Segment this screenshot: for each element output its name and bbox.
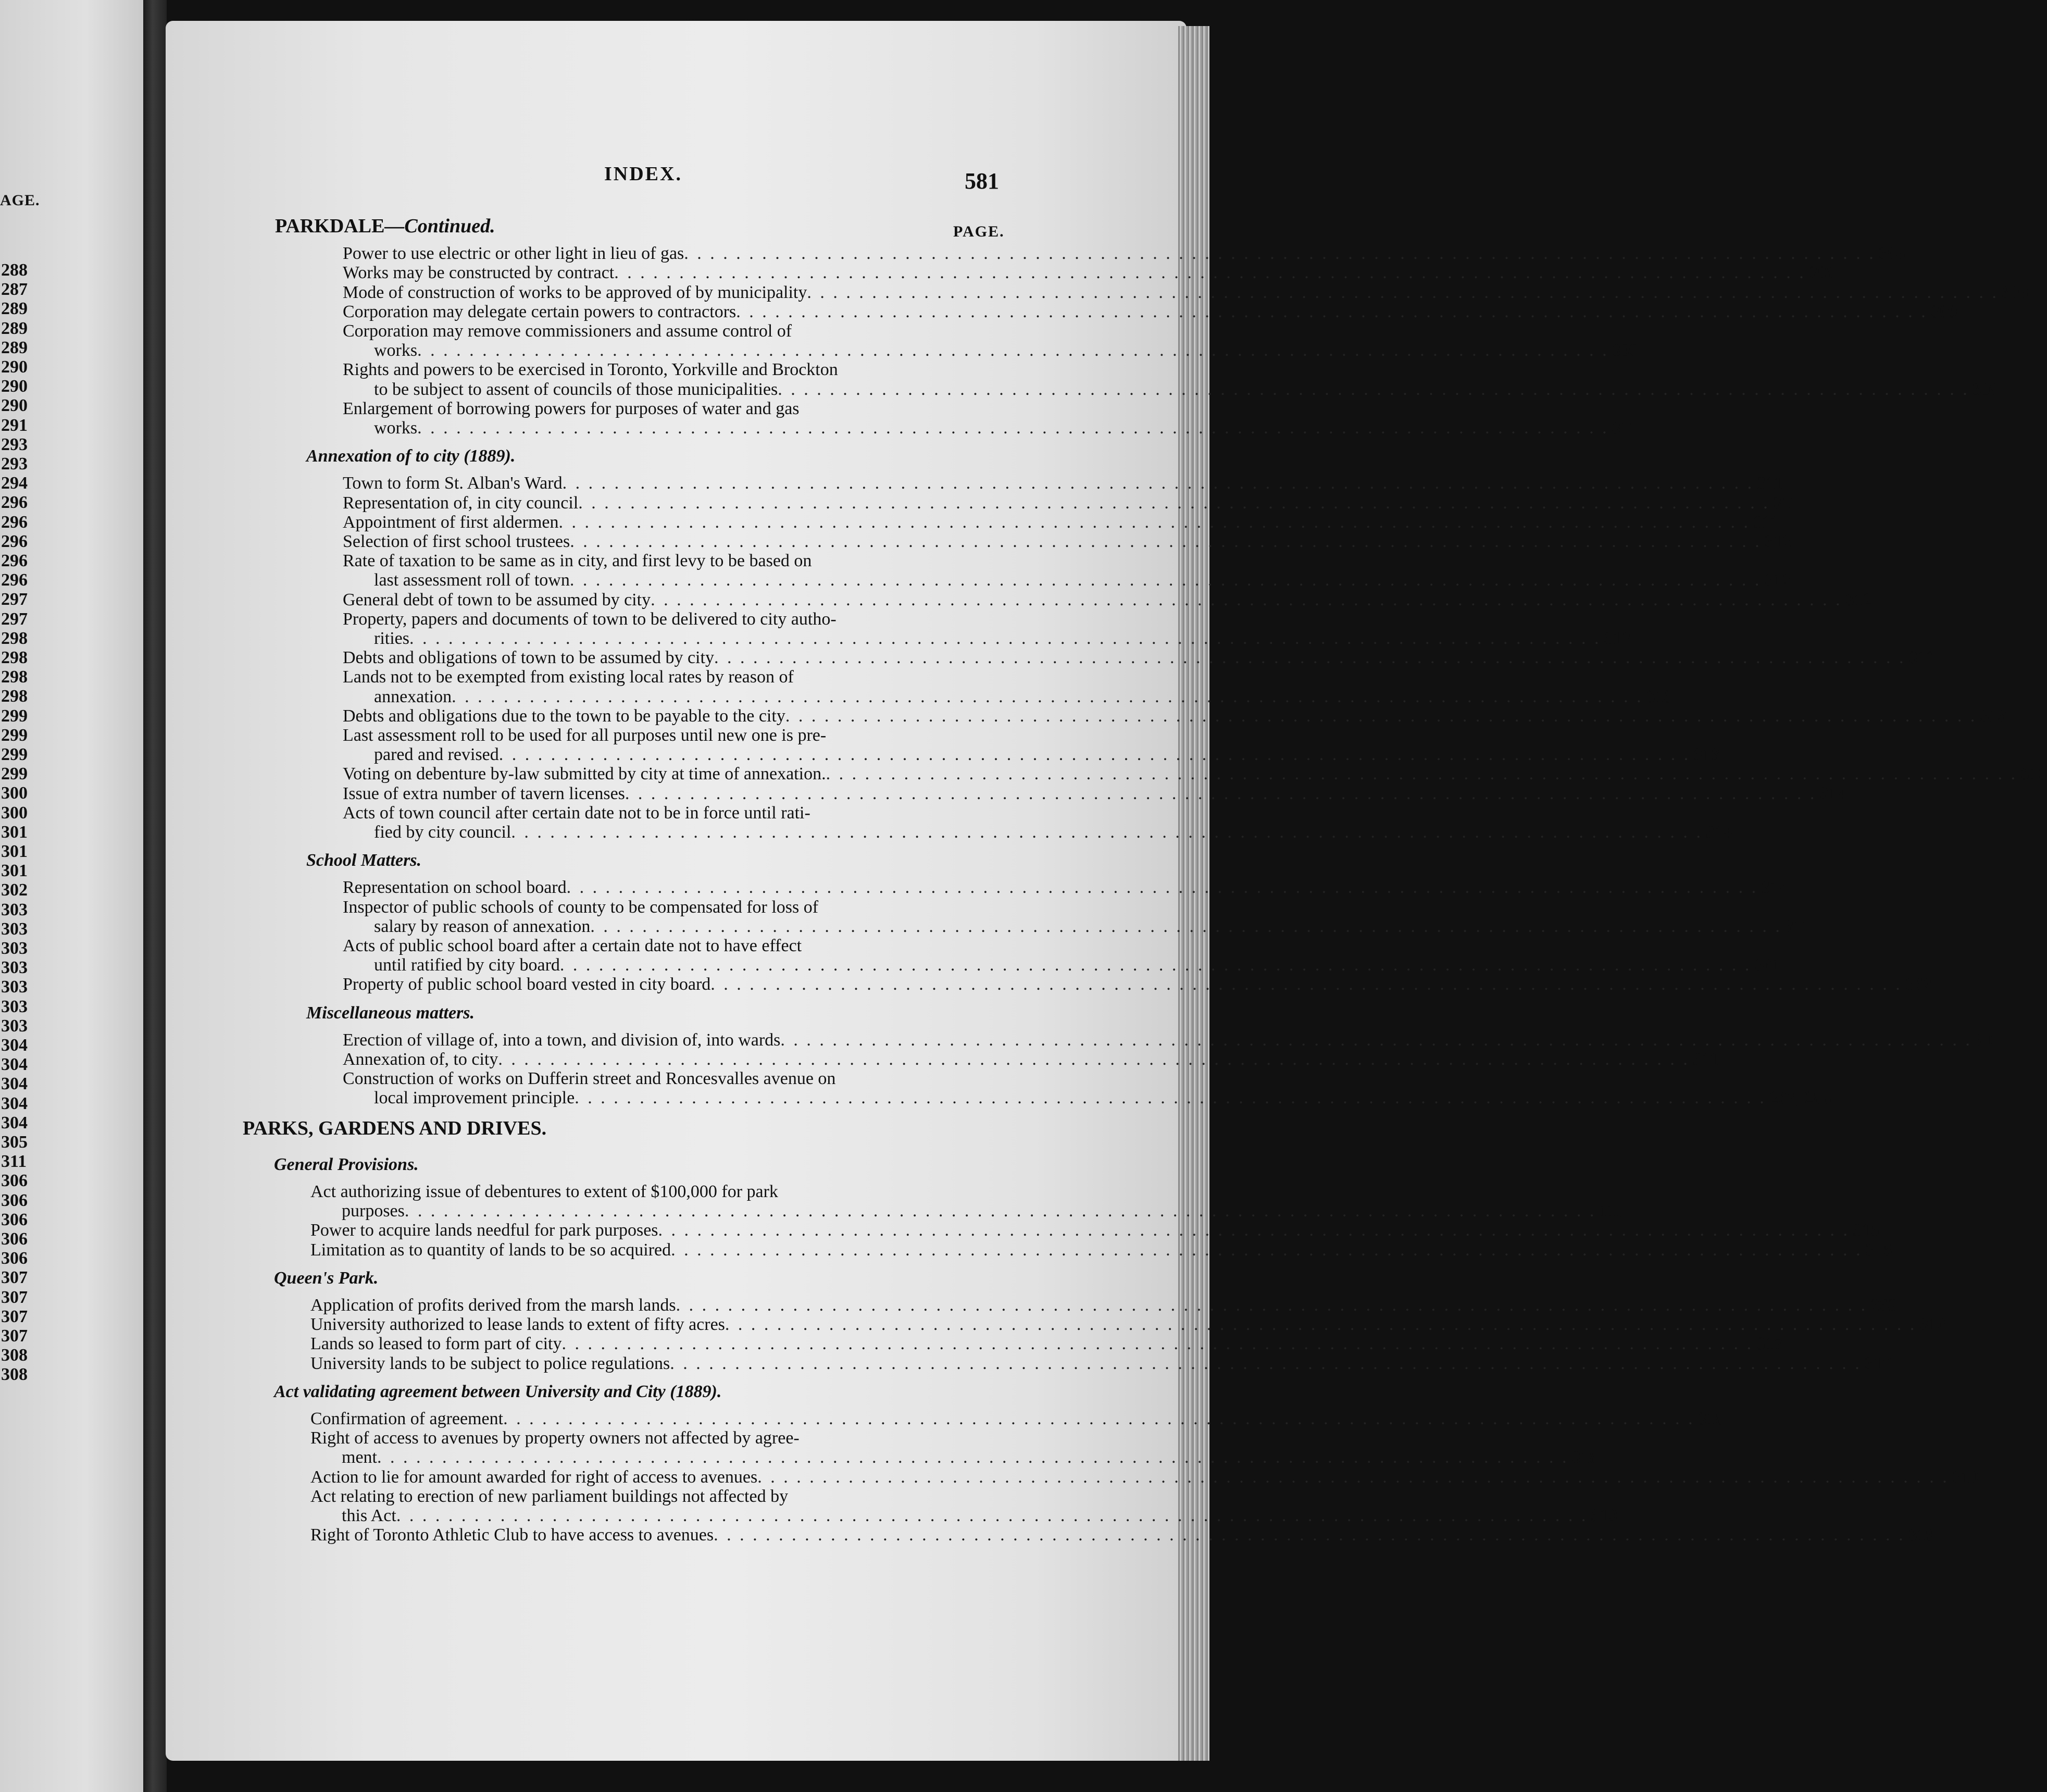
section-heading xyxy=(243,1117,546,1140)
index-entry-continuation xyxy=(374,1088,1831,1109)
entry-page: 308 xyxy=(2001,282,2028,302)
facing-page-number: 294 xyxy=(1,474,28,493)
entry-page: 318 xyxy=(1571,1448,1599,1467)
entry-text: Annexation of, to city xyxy=(343,1050,498,1069)
index-entry xyxy=(310,1525,1935,1546)
index-entry xyxy=(343,531,1791,552)
dot-leader: . . . . . . . . . . . . . . . . . . . . . . . . . . . . . . . . . . . . . . . . . . . . . . . . . . . . . . . . . . . . . . . . . . . . . . . . . . . . . . . . . . . . . . . . . . . . xyxy=(452,687,1643,706)
entry-page: 312 xyxy=(1604,629,1631,648)
facing-page-number: 290 xyxy=(1,357,28,377)
index-entry-continuation xyxy=(374,628,1631,649)
page-number: 581 xyxy=(965,168,999,194)
entry-text: Voting on debenture by-law submitted by city at time of annexation. xyxy=(343,764,826,784)
index-entry-continuation xyxy=(342,1447,1599,1468)
entry-page: 317 xyxy=(1864,1353,1891,1373)
entry-page: 309 xyxy=(1930,302,1957,321)
group-title: Act validating agreement between University and City (1889). xyxy=(274,1382,722,1401)
dot-leader: . . . . . . . . . . . . . . . . . . . . . . . . . . . . . . . . . . . . . . . . . . . . . . . . . . . . . . . . . . . . . . . . . . . . . . . . . . . . . . . . . . . . . . . . . . . . xyxy=(558,512,1751,532)
running-head: INDEX. xyxy=(604,163,682,185)
facing-page-number: 304 xyxy=(1,1113,28,1133)
index-entry xyxy=(343,803,979,824)
entry-text: Issue of extra number of tavern licenses xyxy=(343,783,625,803)
entry-page: 309 xyxy=(1612,341,1639,360)
facing-page-number: 303 xyxy=(1,958,28,978)
index-entry xyxy=(343,1049,1719,1070)
entry-page: 315 xyxy=(1853,1221,1880,1240)
entry-page: 312 xyxy=(1764,570,1791,590)
dot-leader: . . . . . . . . . . . . . . . . . . . . . . . . . . . . . . . . . . . . . . . . . . . . . . . . . . . . . . . . . . . . . . . . . . . . . . . . . . . . . . . . . . . . . . . . . . . . xyxy=(785,706,1977,726)
index-entry xyxy=(343,936,979,956)
facing-page-number: 299 xyxy=(1,706,28,726)
page-column-label: PAGE. xyxy=(953,223,1005,240)
entry-page: 311 xyxy=(1612,418,1638,438)
index-entry xyxy=(343,706,2007,727)
dot-leader: . . . . . . . . . . . . . . . . . . . . . . . . . . . . . . . . . . . . . . . . . . . . . . . . . . . . . . . . . . . . . . . . . . . . . . . . . . . . . . . . . . . . . . . . . . . . xyxy=(511,823,1703,842)
entry-text: Inspector of public schools of county to be compensated for loss of xyxy=(343,897,819,917)
entry-page: 311 xyxy=(1773,493,1799,513)
entry-page: 308 xyxy=(1878,244,1905,264)
entry-page: 311 xyxy=(1753,512,1779,532)
index-entry xyxy=(310,1428,979,1449)
dot-leader: . . . . . . . . . . . . . . . . . . . . . . . . . . . . . . . . . . . . . . . . . . . . . . . . . . . . . . . . . . . . . . . . . . . . . . . . . . . . . . . . . . . . . . . . . . . . xyxy=(826,764,2018,784)
entry-continuation-text: this Act xyxy=(342,1506,396,1525)
index-entry-continuation xyxy=(374,570,1791,591)
facing-page-number: 289 xyxy=(1,338,28,357)
index-entry xyxy=(343,764,2047,785)
index-entry xyxy=(343,359,979,380)
entry-page: 314 xyxy=(1819,783,1846,803)
facing-page-number: 304 xyxy=(1,1074,28,1094)
entry-text: Rate of taxation to be same as in city, and first levy to be based on xyxy=(343,551,812,571)
facing-page-number: 304 xyxy=(1,1093,28,1113)
facing-page-number: 304 xyxy=(1,1036,28,1055)
facing-page-number: 298 xyxy=(1,687,28,706)
dot-leader: . . . . . . . . . . . . . . . . . . . . . . . . . . . . . . . . . . . . . . . . . . . . . . . . . . . . . . . . . . . . . . . . . . . . . . . . . . . . . . . . . . . . . . . . . . . . xyxy=(377,1448,1569,1467)
dot-leader: . . . . . . . . . . . . . . . . . . . . . . . . . . . . . . . . . . . . . . . . . . . . . . . . . . . . . . . . . . . . . . . . . . . . . . . . . . . . . . . . . . . . . . . . . . . . xyxy=(590,916,1782,936)
entry-continuation-text: works xyxy=(374,418,418,438)
facing-page-number: 297 xyxy=(1,590,28,609)
entry-page: 362 xyxy=(1905,975,1932,994)
index-entry xyxy=(343,321,979,342)
entry-page: 361 xyxy=(1754,955,1781,975)
facing-page-number: 288 xyxy=(1,260,28,280)
dot-leader: . . . . . . . . . . . . . . . . . . . . . . . . . . . . . . . . . . . . . . . . . . . . . . . . . . . . . . . . . . . . . . . . . . . . . . . . . . . . . . . . . . . . . . . . . . . . xyxy=(778,379,1969,399)
facing-page-number: 306 xyxy=(1,1249,28,1268)
group-title: Miscellaneous matters. xyxy=(306,1003,475,1023)
entry-text: University lands to be subject to police regulations xyxy=(310,1353,670,1373)
entry-text: Appointment of first aldermen xyxy=(343,512,559,532)
dot-leader: . . . . . . . . . . . . . . . . . . . . . . . . . . . . . . . . . . . . . . . . . . . . . . . . . . . . . . . . . . . . . . . . . . . . . . . . . . . . . . . . . . . . . . . . . . . . xyxy=(561,1334,1753,1354)
entry-page: 311 xyxy=(1784,916,1811,936)
facing-page-number: 298 xyxy=(1,667,28,687)
index-entry xyxy=(343,551,979,571)
dot-leader: . . . . . . . . . . . . . . . . . . . . . . . . . . . . . . . . . . . . . . . . . . . . . . . . . . . . . . . . . . . . . . . . . . . . . . . . . . . . . . . . . . . . . . . . . . . . xyxy=(714,648,1906,668)
entry-text: Town to form St. Alban's Ward xyxy=(343,474,563,493)
entry-page: 312 xyxy=(1845,590,1872,609)
entry-text: Limitation as to quantity of lands to be so acquired xyxy=(310,1240,671,1260)
entry-continuation-text: annexation xyxy=(374,687,452,706)
facing-page-number: 301 xyxy=(1,861,28,881)
entry-continuation-text: pared and revised xyxy=(374,745,499,765)
index-entry xyxy=(310,1314,1946,1335)
facing-page-number: 306 xyxy=(1,1229,28,1249)
index-entry-continuation xyxy=(374,418,1638,439)
facing-page-number: 296 xyxy=(1,531,28,551)
dot-leader: . . . . . . . . . . . . . . . . . . . . . . . . . . . . . . . . . . . . . . . . . . . . . . . . . . . . . . . . . . . . . . . . . . . . . . . . . . . . . . . . . . . . . . . . . . . . xyxy=(658,1221,1850,1240)
facing-page-number: 300 xyxy=(1,803,28,823)
dot-leader: . . . . . . . . . . . . . . . . . . . . . . . . . . . . . . . . . . . . . . . . . . . . . . . . . . . . . . . . . . . . . . . . . . . . . . . . . . . . . . . . . . . . . . . . . . . . xyxy=(725,1315,1917,1335)
index-entry-continuation xyxy=(342,1201,1625,1222)
group-title: Queen's Park. xyxy=(274,1268,379,1288)
entry-text: Act relating to erection of new parliament buildings not affected by xyxy=(310,1486,789,1506)
index-entry xyxy=(343,667,979,688)
index-entry-continuation xyxy=(374,822,1732,843)
entry-text: Representation of, in city council xyxy=(343,493,579,513)
index-entry xyxy=(343,493,1799,514)
facing-page-number: 299 xyxy=(1,725,28,745)
entry-text: Debts and obligations due to the town to be payable to the city xyxy=(343,706,785,726)
entry-text: Acts of public school board after a certain date not to have effect xyxy=(343,936,802,955)
index-entry-continuation xyxy=(374,916,1811,937)
facing-page-number: 298 xyxy=(1,648,28,667)
entry-text: Acts of town council after certain date not to be in force until rati- xyxy=(343,803,810,823)
entry-text: Selection of first school trustees xyxy=(343,532,570,551)
facing-page-header: AGE. xyxy=(0,192,40,209)
dot-leader: . . . . . . . . . . . . . . . . . . . . . . . . . . . . . . . . . . . . . . . . . . . . . . . . . . . . . . . . . . . . . . . . . . . . . . . . . . . . . . . . . . . . . . . . . . . . xyxy=(676,1296,1868,1315)
entry-text: Enlargement of borrowing powers for purposes of water and gas xyxy=(343,399,800,418)
section-heading-text: PARKS, GARDENS AND DRIVES. xyxy=(243,1117,547,1139)
dot-leader: . . . . . . . . . . . . . . . . . . . . . . . . . . . . . . . . . . . . . . . . . . . . . . . . . . . . . . . . . . . . . . . . . . . . . . . . . . . . . . . . . . . . . . . . . . . . xyxy=(757,1467,1949,1487)
facing-page-number: 303 xyxy=(1,1016,28,1036)
entry-text: Representation on school board xyxy=(343,878,567,898)
facing-page-number: 299 xyxy=(1,764,28,784)
facing-page-number: 297 xyxy=(1,609,28,629)
dot-leader: . . . . . . . . . . . . . . . . . . . . . . . . . . . . . . . . . . . . . . . . . . . . . . . . . . . . . . . . . . . . . . . . . . . . . . . . . . . . . . . . . . . . . . . . . . . . xyxy=(671,1240,1863,1260)
facing-page-number: 304 xyxy=(1,1055,28,1075)
facing-page-number: 302 xyxy=(1,880,28,900)
entry-text: Lands not to be exempted from existing local rates by reason of xyxy=(343,667,794,687)
index-entry xyxy=(343,974,1932,995)
index-entry-continuation xyxy=(374,379,1999,400)
entry-text: Right of access to avenues by property owners not affected by agree- xyxy=(310,1428,800,1448)
facing-page-number: 303 xyxy=(1,939,28,958)
entry-page: 312 xyxy=(1764,532,1791,551)
index-entry-continuation xyxy=(374,744,1720,765)
entry-page: 317 xyxy=(1756,1334,1783,1354)
entry-text: Lands so leased to form part of city xyxy=(310,1334,562,1354)
index-entry xyxy=(343,783,1846,804)
dot-leader: . . . . . . . . . . . . . . . . . . . . . . . . . . . . . . . . . . . . . . . . . . . . . . . . . . . . . . . . . . . . . . . . . . . . . . . . . . . . . . . . . . . . . . . . . . . . xyxy=(736,302,1928,321)
dot-leader: . . . . . . . . . . . . . . . . . . . . . . . . . . . . . . . . . . . . . . . . . . . . . . . . . . . . . . . . . . . . . . . . . . . . . . . . . . . . . . . . . . . . . . . . . . . . xyxy=(570,532,1762,551)
facing-page-number: 306 xyxy=(1,1171,28,1191)
entry-page: 309 xyxy=(1972,379,1999,399)
facing-page-number: 301 xyxy=(1,842,28,861)
facing-page-number: 299 xyxy=(1,745,28,764)
dot-leader: . . . . . . . . . . . . . . . . . . . . . . . . . . . . . . . . . . . . . . . . . . . . . . . . . . . . . . . . . . . . . . . . . . . . . . . . . . . . . . . . . . . . . . . . . . . . xyxy=(670,1353,1862,1373)
index-entry xyxy=(343,877,1788,898)
facing-page-number: 303 xyxy=(1,900,28,919)
facing-page-number: 293 xyxy=(1,454,28,474)
entry-page: 319 xyxy=(1952,1467,1979,1487)
facing-page-number: 303 xyxy=(1,919,28,939)
entry-continuation-text: ment xyxy=(342,1448,377,1467)
entry-text: Property of public school board vested in city board xyxy=(343,975,711,994)
facing-page-number: 308 xyxy=(1,1365,28,1385)
entry-page: 311 xyxy=(1692,1050,1719,1069)
dot-leader: . . . . . . . . . . . . . . . . . . . . . . . . . . . . . . . . . . . . . . . . . . . . . . . . . . . . . . . . . . . . . . . . . . . . . . . . . . . . . . . . . . . . . . . . . . . . xyxy=(498,745,1691,765)
entry-text: Right of Toronto Athletic Club to have access to avenues xyxy=(310,1525,714,1545)
dot-leader: . . . . . . . . . . . . . . . . . . . . . . . . . . . . . . . . . . . . . . . . . . . . . . . . . . . . . . . . . . . . . . . . . . . . . . . . . . . . . . . . . . . . . . . . . . . . xyxy=(651,590,1842,609)
dot-leader: . . . . . . . . . . . . . . . . . . . . . . . . . . . . . . . . . . . . . . . . . . . . . . . . . . . . . . . . . . . . . . . . . . . . . . . . . . . . . . . . . . . . . . . . . . . . xyxy=(417,341,1609,360)
entry-text: Confirmation of agreement xyxy=(310,1409,504,1428)
facing-page-number: 287 xyxy=(1,280,28,300)
entry-page: 267, 288 xyxy=(1769,1088,1831,1108)
section-heading-text: PARKDALE xyxy=(275,215,385,237)
entry-text: Mode of construction of works to be approved of by municipality xyxy=(343,282,807,302)
dot-leader: . . . . . . . . . . . . . . . . . . . . . . . . . . . . . . . . . . . . . . . . . . . . . . . . . . . . . . . . . . . . . . . . . . . . . . . . . . . . . . . . . . . . . . . . . . . . xyxy=(625,783,1817,803)
index-entry xyxy=(343,1030,1993,1051)
entry-text: Corporation may delegate certain powers to contractors xyxy=(343,302,737,321)
index-entry xyxy=(343,590,1872,611)
entry-continuation-text: until ratified by city board xyxy=(374,955,560,975)
facing-page-number: 296 xyxy=(1,570,28,590)
index-entry-continuation xyxy=(342,1505,1618,1526)
entry-page: 316 xyxy=(1919,1315,1946,1335)
index-entry xyxy=(343,263,1836,283)
entry-continuation-text: fied by city council xyxy=(374,823,511,842)
entry-page: 30 xyxy=(1975,1030,1993,1050)
facing-page-number: 290 xyxy=(1,396,28,416)
dot-leader: . . . . . . . . . . . . . . . . . . . . . . . . . . . . . . . . . . . . . . . . . . . . . . . . . . . . . . . . . . . . . . . . . . . . . . . . . . . . . . . . . . . . . . . . . . . . xyxy=(614,263,1806,283)
entry-page: 313 xyxy=(1980,706,2007,726)
dot-leader: . . . . . . . . . . . . . . . . . . . . . . . . . . . . . . . . . . . . . . . . . . . . . . . . . . . . . . . . . . . . . . . . . . . . . . . . . . . . . . . . . . . . . . . . . . . . xyxy=(780,1030,1972,1050)
index-entry-continuation xyxy=(374,340,1639,361)
group-title: School Matters. xyxy=(306,851,422,870)
index-entry xyxy=(310,1181,979,1202)
index-entry xyxy=(343,512,1779,533)
dot-leader: . . . . . . . . . . . . . . . . . . . . . . . . . . . . . . . . . . . . . . . . . . . . . . . . . . . . . . . . . . . . . . . . . . . . . . . . . . . . . . . . . . . . . . . . . . . . xyxy=(566,878,1758,898)
entry-page: 314 xyxy=(1761,878,1788,898)
entry-continuation-text: local improvement principle xyxy=(374,1088,575,1108)
index-entry xyxy=(310,1334,1783,1354)
facing-page-number: 289 xyxy=(1,299,28,319)
facing-page-number: 303 xyxy=(1,977,28,997)
entry-continuation-text: last assessment roll of town xyxy=(374,570,570,590)
entry-text: Act authorizing issue of debentures to extent of $100,000 for park xyxy=(310,1182,778,1201)
group-title: General Provisions. xyxy=(274,1154,419,1174)
facing-page-number: 291 xyxy=(1,415,28,435)
entry-page: 263 xyxy=(1870,1296,1898,1315)
dot-leader: . . . . . . . . . . . . . . . . . . . . . . . . . . . . . . . . . . . . . . . . . . . . . . . . . . . . . . . . . . . . . . . . . . . . . . . . . . . . . . . . . . . . . . . . . . . . xyxy=(417,418,1609,438)
facing-page-number: 296 xyxy=(1,493,28,513)
facing-page-number: 301 xyxy=(1,822,28,842)
facing-page-number: 290 xyxy=(1,377,28,396)
index-entry xyxy=(343,725,979,746)
facing-page-number: 311 xyxy=(1,1152,27,1172)
entry-text: Power to use electric or other light in lieu of gas xyxy=(343,244,684,264)
index-entry xyxy=(343,473,1783,494)
entry-page: 308 xyxy=(1808,263,1836,283)
facing-page-number: 308 xyxy=(1,1346,28,1365)
entry-continuation-text: to be subject to assent of councils of those municipalities xyxy=(374,379,778,399)
entry-continuation-text: salary by reason of annexation xyxy=(374,916,591,936)
facing-page-number: 307 xyxy=(1,1306,28,1326)
entry-page: 314 xyxy=(1705,823,1732,842)
index-entry xyxy=(310,1295,1898,1316)
index-entry xyxy=(343,609,979,630)
group-title: Annexation of to city (1889). xyxy=(306,446,516,466)
entry-text: Corporation may remove commissioners and assume control of xyxy=(343,321,792,341)
book-gutter xyxy=(143,0,167,1792)
facing-page-number: 307 xyxy=(1,1287,28,1307)
entry-text: Rights and powers to be exercised in Toronto, Yorkville and Brockton xyxy=(343,360,838,380)
entry-text: Power to acquire lands needful for park purposes xyxy=(310,1221,658,1240)
facing-page-number: 303 xyxy=(1,997,28,1016)
index-entry xyxy=(343,399,979,419)
facing-page-number: 307 xyxy=(1,1326,28,1346)
index-entry xyxy=(343,302,1957,322)
entry-text: Construction of works on Dufferin street and Roncesvalles avenue on xyxy=(343,1069,836,1089)
entry-continuation-text: rities xyxy=(374,629,409,648)
entry-text: Last assessment roll to be used for all purposes until new one is pre- xyxy=(343,726,827,745)
dot-leader: . . . . . . . . . . . . . . . . . . . . . . . . . . . . . . . . . . . . . . . . . . . . . . . . . . . . . . . . . . . . . . . . . . . . . . . . . . . . . . . . . . . . . . . . . . . . xyxy=(569,570,1762,590)
entry-page: 313 xyxy=(2020,764,2047,784)
entry-page: 312 xyxy=(1908,648,1936,668)
index-entry xyxy=(343,243,1905,264)
entry-page: 313 xyxy=(1646,687,1673,706)
index-entry xyxy=(343,1068,979,1089)
dot-leader: . . . . . . . . . . . . . . . . . . . . . . . . . . . . . . . . . . . . . . . . . . . . . . . . . . . . . . . . . . . . . . . . . . . . . . . . . . . . . . . . . . . . . . . . . . . . xyxy=(575,1088,1766,1108)
dot-leader: . . . . . . . . . . . . . . . . . . . . . . . . . . . . . . . . . . . . . . . . . . . . . . . . . . . . . . . . . . . . . . . . . . . . . . . . . . . . . . . . . . . . . . . . . . . . xyxy=(714,1525,1905,1545)
facing-page-number: 296 xyxy=(1,551,28,570)
entry-text: Debts and obligations of town to be assumed by city xyxy=(343,648,714,668)
entry-text: General debt of town to be assumed by city xyxy=(343,590,651,609)
entry-continuation-text: purposes xyxy=(342,1201,405,1221)
index-entry xyxy=(310,1220,1880,1241)
entry-continuation-text: works xyxy=(374,341,418,360)
dot-leader: . . . . . . . . . . . . . . . . . . . . . . . . . . . . . . . . . . . . . . . . . . . . . . . . . . . . . . . . . . . . . . . . . . . . . . . . . . . . . . . . . . . . . . . . . . . . xyxy=(710,975,1902,994)
index-entry xyxy=(310,1409,1725,1429)
facing-page-number: 296 xyxy=(1,512,28,532)
index-entry-continuation xyxy=(374,955,1781,976)
dot-leader: . . . . . . . . . . . . . . . . . . . . . . . . . . . . . . . . . . . . . . . . . . . . . . . . . . . . . . . . . . . . . . . . . . . . . . . . . . . . . . . . . . . . . . . . . . . . xyxy=(404,1201,1596,1221)
facing-page-number: 305 xyxy=(1,1133,28,1152)
index-entry xyxy=(310,1467,1979,1488)
entry-page: 118 xyxy=(1599,1201,1625,1221)
dot-leader: . . . . . . . . . . . . . . . . . . . . . . . . . . . . . . . . . . . . . . . . . . . . . . . . . . . . . . . . . . . . . . . . . . . . . . . . . . . . . . . . . . . . . . . . . . . . xyxy=(807,282,1999,302)
entry-text: Action to lie for amount awarded for right of access to avenues xyxy=(310,1467,758,1487)
facing-page-number: 306 xyxy=(1,1190,28,1210)
entry-text: Application of profits derived from the marsh lands xyxy=(310,1296,676,1315)
index-entry xyxy=(343,282,2028,303)
dot-leader: . . . . . . . . . . . . . . . . . . . . . . . . . . . . . . . . . . . . . . . . . . . . . . . . . . . . . . . . . . . . . . . . . . . . . . . . . . . . . . . . . . . . . . . . . . . . xyxy=(409,629,1601,648)
index-entry xyxy=(343,897,979,918)
entry-text: University authorized to lease lands to extent of fifty acres xyxy=(310,1315,725,1335)
facing-page-number: 306 xyxy=(1,1210,28,1229)
facing-page-number: 300 xyxy=(1,783,28,803)
facing-page-number: 293 xyxy=(1,434,28,454)
dot-leader: . . . . . . . . . . . . . . . . . . . . . . . . . . . . . . . . . . . . . . . . . . . . . . . . . . . . . . . . . . . . . . . . . . . . . . . . . . . . . . . . . . . . . . . . . . . . xyxy=(396,1506,1588,1525)
entry-page: 311 xyxy=(1757,474,1783,493)
entry-text: Erection of village of, into a town, and division of, into wards xyxy=(343,1030,781,1050)
index-entry xyxy=(343,648,1936,668)
index-entry-continuation xyxy=(374,687,1673,707)
facing-page xyxy=(0,0,143,1792)
dot-leader: . . . . . . . . . . . . . . . . . . . . . . . . . . . . . . . . . . . . . . . . . . . . . . . . . . . . . . . . . . . . . . . . . . . . . . . . . . . . . . . . . . . . . . . . . . . . xyxy=(503,1409,1695,1428)
index-entry xyxy=(310,1240,1892,1261)
index-entry xyxy=(310,1353,1891,1374)
section-heading xyxy=(275,215,495,238)
dot-leader: . . . . . . . . . . . . . . . . . . . . . . . . . . . . . . . . . . . . . . . . . . . . . . . . . . . . . . . . . . . . . . . . . . . . . . . . . . . . . . . . . . . . . . . . . . . . xyxy=(559,955,1752,975)
dot-leader: . . . . . . . . . . . . . . . . . . . . . . . . . . . . . . . . . . . . . . . . . . . . . . . . . . . . . . . . . . . . . . . . . . . . . . . . . . . . . . . . . . . . . . . . . . . . xyxy=(684,244,1876,264)
entry-text: Works may be constructed by contract xyxy=(343,263,615,283)
section-heading-suffix: —Continued. xyxy=(384,215,495,237)
dot-leader: . . . . . . . . . . . . . . . . . . . . . . . . . . . . . . . . . . . . . . . . . . . . . . . . . . . . . . . . . . . . . . . . . . . . . . . . . . . . . . . . . . . . . . . . . . . . xyxy=(498,1050,1690,1069)
facing-page-number: 289 xyxy=(1,318,28,338)
facing-page-number: 298 xyxy=(1,628,28,648)
facing-page-number: 307 xyxy=(1,1268,28,1288)
entry-page: 319 xyxy=(1908,1525,1935,1545)
entry-page: 318 xyxy=(1697,1409,1725,1428)
entry-page: 313 xyxy=(1693,745,1720,765)
dot-leader: . . . . . . . . . . . . . . . . . . . . . . . . . . . . . . . . . . . . . . . . . . . . . . . . . . . . . . . . . . . . . . . . . . . . . . . . . . . . . . . . . . . . . . . . . . . . xyxy=(562,474,1754,493)
dot-leader: . . . . . . . . . . . . . . . . . . . . . . . . . . . . . . . . . . . . . . . . . . . . . . . . . . . . . . . . . . . . . . . . . . . . . . . . . . . . . . . . . . . . . . . . . . . . xyxy=(578,493,1770,513)
entry-page: 319 xyxy=(1591,1506,1618,1525)
entry-text: Property, papers and documents of town to be delivered to city autho- xyxy=(343,609,837,629)
entry-page: 315 xyxy=(1865,1240,1892,1260)
index-entry xyxy=(310,1486,979,1507)
